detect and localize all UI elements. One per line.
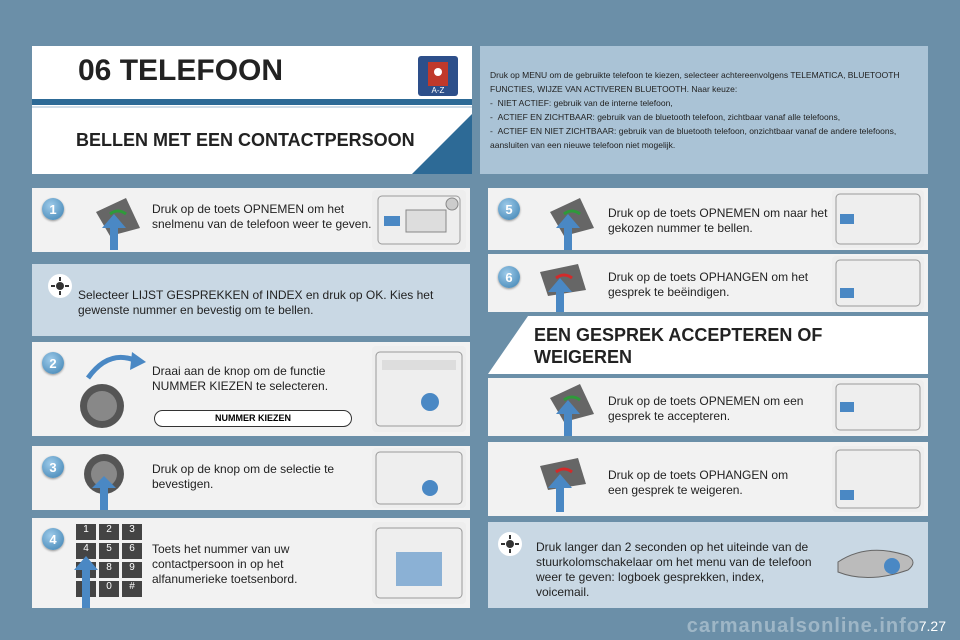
section-title: BELLEN MET EEN CONTACTPERSOON [76, 130, 415, 150]
info-option: - NIET ACTIEF: gebruik van de interne telefoon, [490, 98, 673, 108]
step-badge: 6 [498, 266, 520, 288]
info-option: - ACTIEF EN ZICHTBAAR: gebruik van de bluetooth telefoon, zichtbaar vanaf alle telefoons, [490, 112, 841, 122]
tip-icon [48, 274, 72, 298]
info-intro: Druk op MENU om de gebruikte telefoon te kiezen, selecteer achtereenvolgens TELEMATICA, BLUETOOTH FUNCTIES, WIJZE VAN ACTIVEREN BLUETOOTH. Naar keuze: [490, 70, 900, 94]
accept-text: Druk op de toets OPNEMEN om een gesprek te accepteren. [608, 394, 804, 423]
chapter-number: 06 [78, 54, 112, 87]
step-badge: 4 [42, 528, 64, 550]
answer-button-icon [530, 192, 600, 250]
logo-icon [418, 56, 458, 96]
step-badge: 3 [42, 456, 64, 478]
steering-stalk-icon [828, 532, 922, 602]
step-badge: 2 [42, 352, 64, 374]
keypad-key: 1 [76, 524, 96, 540]
reject-text: Druk op de toets OPHANGEN om een gesprek te weigeren. [608, 468, 789, 497]
step-text: Draai aan de knop om de functie NUMMER KIEZEN te selecteren. [152, 364, 329, 393]
keypad-key: 8 [99, 562, 119, 578]
radio-unit-image [372, 346, 466, 432]
tip-icon [498, 532, 522, 556]
keypad-key: 2 [99, 524, 119, 540]
hangup-button-icon [530, 448, 600, 512]
radio-unit-image [832, 446, 924, 512]
tip-text: Druk langer dan 2 seconden op het uiteinde van de stuurkolomschakelaar om het menu van de telefoon weer te geven: logboek gesprekken, index, voicemail. [536, 540, 812, 599]
step-5-panel [488, 188, 928, 250]
section-2-title-line: WEIGEREN [534, 347, 633, 367]
header-panel [32, 46, 472, 174]
section-2-title [534, 324, 822, 368]
tip-2-panel [488, 522, 928, 608]
step-3-panel [32, 446, 470, 510]
step-2-panel [32, 342, 470, 436]
watermark: carmanualsonline.info [686, 615, 920, 637]
step-4-panel [32, 518, 470, 608]
header-corner-triangle [488, 316, 528, 374]
info-option: - ACTIEF EN NIET ZICHTBAAR: gebruik van de bluetooth telefoon, onzichtbaar vanaf de andere telefoons, aansluiten van een nieuwe telefoon niet mogelijk. [490, 126, 897, 150]
header-corner-triangle [412, 114, 472, 174]
radio-unit-image [372, 448, 466, 508]
radio-unit-image [372, 522, 466, 604]
step-text: Toets het nummer van uw contactpersoon in op het alfanumerieke toetsenbord. [152, 542, 298, 586]
reject-panel [488, 442, 928, 516]
rotary-knob-icon [74, 348, 154, 432]
page-title [78, 54, 283, 88]
logo-text: A-Z [431, 86, 445, 95]
answer-button-icon [530, 380, 600, 436]
radio-unit-image [832, 380, 924, 434]
accept-panel [488, 378, 928, 436]
section-2-title-line: EEN GESPREK ACCEPTEREN OF [534, 325, 823, 345]
knob-press-icon [78, 450, 138, 510]
keypad-key: 3 [122, 524, 142, 540]
keypad-key: 6 [122, 543, 142, 559]
tip-1-panel [32, 264, 470, 336]
keypad-key: 5 [99, 543, 119, 559]
step-6-panel [488, 254, 928, 312]
step-text: Druk op de toets OPNEMEN om het snelmenu van de telefoon weer te geven. [152, 202, 372, 231]
step-text: Druk op de knop om de selectie te bevestigen. [152, 462, 335, 491]
hangup-button-icon [530, 256, 600, 312]
radio-unit-image [372, 190, 466, 250]
step-badge: 5 [498, 198, 520, 220]
keypad-key: 9 [122, 562, 142, 578]
radio-unit-image [832, 190, 924, 248]
section-2-header [488, 316, 928, 374]
answer-button-icon [76, 192, 146, 250]
radio-unit-image [832, 256, 924, 310]
menu-label-pill: NUMMER KIEZEN [154, 410, 352, 427]
step-badge: 1 [42, 198, 64, 220]
step-text: Druk op de toets OPNEMEN om naar het gekozen nummer te bellen. [608, 206, 828, 235]
keypad-key: 0 [99, 581, 119, 597]
step-1-panel [32, 188, 470, 252]
keypad-press-arrow-icon [74, 548, 98, 608]
step-text: Druk op de toets OPHANGEN om het gesprek te beëindigen. [608, 270, 809, 299]
info-panel [480, 46, 928, 174]
keypad-key: # [122, 581, 142, 597]
header-divider [32, 99, 472, 105]
chapter-title: TELEFOON [119, 54, 284, 87]
header-subbar [32, 106, 472, 108]
tip-text: Selecteer LIJST GESPREKKEN of INDEX en druk op OK. Kies het gewenste nummer en bevestig om te bellen. [78, 288, 434, 317]
page-number: 7.27 [918, 618, 946, 634]
keypad-key: 4 [76, 543, 96, 559]
